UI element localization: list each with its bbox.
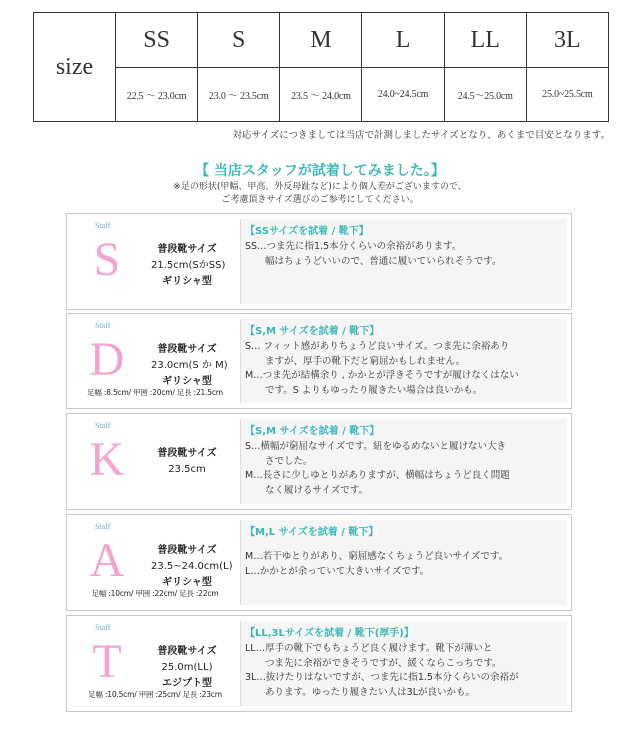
foot-measurements: 足幅 :10.5cm/ 甲囲 :25cm/ 足長 :23cm xyxy=(88,690,222,699)
review-line: M…若干ゆとりがあり、窮屈感なくちょうど良いサイズです。 xyxy=(245,551,509,562)
staff-info xyxy=(67,616,239,711)
fitting-review xyxy=(240,419,567,504)
staff-card-d xyxy=(66,313,572,409)
range-ss: 22.5 ～ 23.0cm xyxy=(116,68,198,122)
section-heading: 【 当店スタッフが試着してみました。】 xyxy=(195,163,445,179)
review-text xyxy=(245,240,561,269)
staff-card-t xyxy=(66,615,572,712)
staff-initial: A xyxy=(89,534,125,587)
foot-type: エジプト型 xyxy=(162,678,212,689)
fitting-review xyxy=(240,219,567,304)
review-line: あります。ゆったり履きたい人は3Lが良いかも。 xyxy=(265,686,475,698)
review-line: L…かかとが余っていて大きいサイズです。 xyxy=(245,565,430,577)
staff-label: Staff xyxy=(95,421,111,430)
staff-info xyxy=(67,515,239,610)
foot-info xyxy=(151,543,233,591)
review-text xyxy=(245,550,561,579)
usual-size-value: 21.5cm(SかSS) xyxy=(151,260,226,271)
size-3l: 3L xyxy=(526,13,608,68)
review-line: つま先に余裕ができそうですが、緩くならこっちです。 xyxy=(265,657,502,669)
review-line: さでした。 xyxy=(265,455,313,467)
usual-size-value: 23.5cm xyxy=(168,464,206,475)
usual-size-label: 普段靴サイズ xyxy=(157,545,217,556)
foot-type: ギリシャ型 xyxy=(162,276,212,287)
review-title: 【S,M サイズを試着 / 靴下】 xyxy=(245,326,380,337)
review-line: です。S よりもゆったり履きたい場合は良いかも。 xyxy=(265,384,483,396)
review-line: M…つま先が結構余り , かかとが浮きそうですが履けなくはない xyxy=(245,370,519,381)
fitting-review xyxy=(240,319,567,403)
staff-label: Staff xyxy=(95,623,111,632)
usual-size-value: 23.5~24.0cm(L) xyxy=(151,561,233,572)
disclaimer-line: ご考慮頂きサイズ選びのご参考にしてください。 xyxy=(221,195,419,205)
fit-disclaimer xyxy=(0,181,640,207)
foot-info xyxy=(151,242,226,290)
usual-size-value: 25.0m(LL) xyxy=(161,662,213,673)
staff-info xyxy=(67,414,239,509)
usual-size-label: 普段靴サイズ xyxy=(157,344,217,355)
usual-size-label: 普段靴サイズ xyxy=(157,646,217,657)
size-table xyxy=(33,12,609,122)
review-line: 幅はちょうどいいので、普通に履いていられそうです。 xyxy=(265,255,502,267)
staff-label: Staff xyxy=(95,221,111,230)
review-line: S… フィット感がありちょうど良いサイズ。つま先に余裕あり xyxy=(245,341,510,352)
range-3l: 25.0~25.5cm xyxy=(526,68,608,122)
size-l: L xyxy=(362,13,444,68)
staff-label: Staff xyxy=(95,321,111,330)
review-line: なく履けるサイズです。 xyxy=(265,484,368,496)
review-line: SS…つま先に指1.5本分くらいの余裕があります。 xyxy=(245,241,462,252)
review-line: 3L…抜けたりはないですが、つま先に指1.5本分くらいの余裕が xyxy=(245,672,519,683)
review-line: S…横幅が窮屈なサイズです。紐をゆるめないと履けない大き xyxy=(245,441,507,452)
usual-size-label: 普段靴サイズ xyxy=(157,244,217,255)
review-title: 【S,M サイズを試着 / 靴下】 xyxy=(245,426,380,437)
review-text xyxy=(245,642,561,700)
size-ll: LL xyxy=(444,13,526,68)
staff-card-a xyxy=(66,514,572,611)
size-label: size xyxy=(34,13,116,122)
foot-measurements: 足幅 :8.5cm/ 甲囲 :20cm/ 足長 :21.5cm xyxy=(87,388,223,397)
foot-info xyxy=(151,342,228,390)
fitting-review xyxy=(240,621,567,706)
review-title: 【SSサイズを試着 / 靴下】 xyxy=(245,226,369,237)
range-s: 23.0 ～ 23.5cm xyxy=(198,68,280,122)
size-note: 対応サイズにつきましては当店で計測しましたサイズとなり、あくまで目安となります。 xyxy=(232,130,610,141)
size-row xyxy=(34,13,609,68)
foot-type: ギリシャ型 xyxy=(162,577,212,588)
review-line: ますが、厚手の靴下だと窮屈かもしれません。 xyxy=(265,355,466,367)
fitting-review xyxy=(240,520,567,605)
range-m: 23.5 ～ 24.0cm xyxy=(280,68,362,122)
staff-card-s xyxy=(66,213,572,310)
staff-initial: K xyxy=(89,433,125,486)
usual-size-label: 普段靴サイズ xyxy=(157,448,217,459)
staff-initial: S xyxy=(93,233,121,286)
usual-size-value: 23.0cm(S か M) xyxy=(151,360,228,371)
foot-info xyxy=(151,446,223,478)
range-l: 24.0~24.5cm xyxy=(362,68,444,122)
size-s: S xyxy=(198,13,280,68)
range-row xyxy=(34,68,609,122)
foot-info xyxy=(151,644,223,692)
staff-label: Staff xyxy=(95,522,111,531)
foot-measurements: 足幅 :10cm/ 甲囲 :22cm/ 足長 :22cm xyxy=(91,589,219,598)
staff-info xyxy=(67,214,239,309)
review-title: 【LL,3Lサイズを試着 / 靴下(厚手)】 xyxy=(245,628,414,639)
size-ss: SS xyxy=(116,13,198,68)
review-line: LL…厚手の靴下でもちょうど良く履けます。靴下が薄いと xyxy=(245,643,493,654)
foot-type: ギリシャ型 xyxy=(162,376,212,387)
review-text xyxy=(245,340,561,398)
size-m: M xyxy=(280,13,362,68)
range-ll: 24.5～25.0cm xyxy=(444,68,526,122)
review-title: 【M,L サイズを試着 / 靴下】 xyxy=(245,527,379,538)
staff-initial: T xyxy=(92,635,122,688)
review-line: M…長さに少しゆとりがありますが、横幅はちょうど良く問題 xyxy=(245,470,510,481)
staff-card-k xyxy=(66,413,572,510)
staff-initial: D xyxy=(89,333,125,386)
disclaimer-line: ※足の形状(甲幅、甲高、外反母趾など)により個人差がございますので、 xyxy=(173,182,467,192)
review-text xyxy=(245,440,561,498)
staff-info xyxy=(67,314,239,408)
